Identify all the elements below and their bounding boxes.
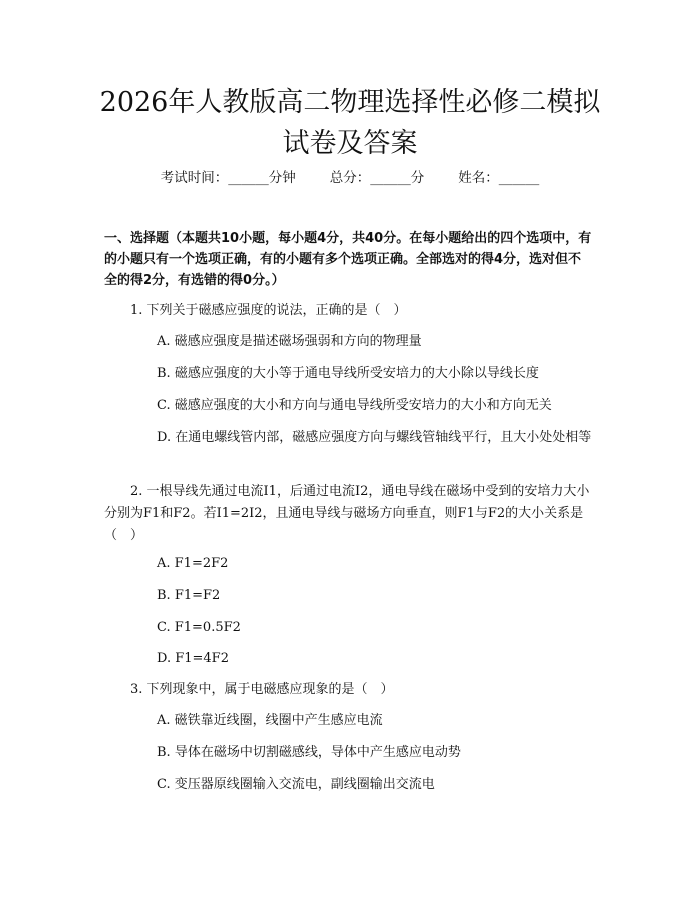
question-1-option-d: D. 在通电螺线管内部，磁感应强度方向与螺线管轴线平行，且大小处处相等 — [157, 430, 592, 445]
question-3-option-a: A. 磁铁靠近线圈，线圈中产生感应电流 — [157, 713, 383, 728]
question-2-option-a: A. F1=2F2 — [157, 556, 229, 571]
question-2-stem: 2. 一根导线先通过电流I1，后通过电流I2，通电导线在磁场中受到的安培力大小分别为F1和F2。若I1=2I2，且通电导线与磁场方向垂直，则F1与F2的大小关系是（ ） — [104, 484, 590, 543]
question-2-option-d: D. F1=4F2 — [157, 651, 229, 666]
question-2-option-c: C. F1=0.5F2 — [157, 620, 241, 635]
document-title: 2026年人教版高二物理选择性必修二模拟试卷及答案 — [99, 87, 601, 159]
question-3-option-b: B. 导体在磁场中切割磁感线，导体中产生感应电动势 — [157, 745, 461, 760]
student-name-field: 姓名：______ — [458, 170, 540, 186]
exam-time-field: 考试时间：______分钟 — [160, 170, 296, 186]
section-heading-multiple-choice: 一、选择题（本题共10小题，每小题4分，共40分。在每小题给出的四个选项中，有的小题只有一个选项正确，有的小题有多个选项正确。全部选对的得4分，选对但不全的得2分，有选错的得0分。） — [104, 231, 592, 288]
question-1-option-a: A. 磁感应强度是描述磁场强弱和方向的物理量 — [157, 334, 422, 349]
question-2-option-b: B. F1=F2 — [157, 588, 221, 603]
total-score-field: 总分：______分 — [329, 170, 425, 186]
question-3-option-c: C. 变压器原线圈输入交流电，副线圈输出交流电 — [157, 777, 435, 792]
question-1-option-c: C. 磁感应强度的大小和方向与通电导线所受安培力的大小和方向无关 — [157, 398, 552, 413]
question-1-stem: 1. 下列关于磁感应强度的说法，正确的是（ ） — [130, 303, 407, 318]
question-1-option-b: B. 磁感应强度的大小等于通电导线所受安培力的大小除以导线长度 — [157, 366, 539, 381]
exam-info-line — [0, 168, 700, 188]
question-3-stem: 3. 下列现象中，属于电磁感应现象的是（ ） — [130, 682, 394, 697]
